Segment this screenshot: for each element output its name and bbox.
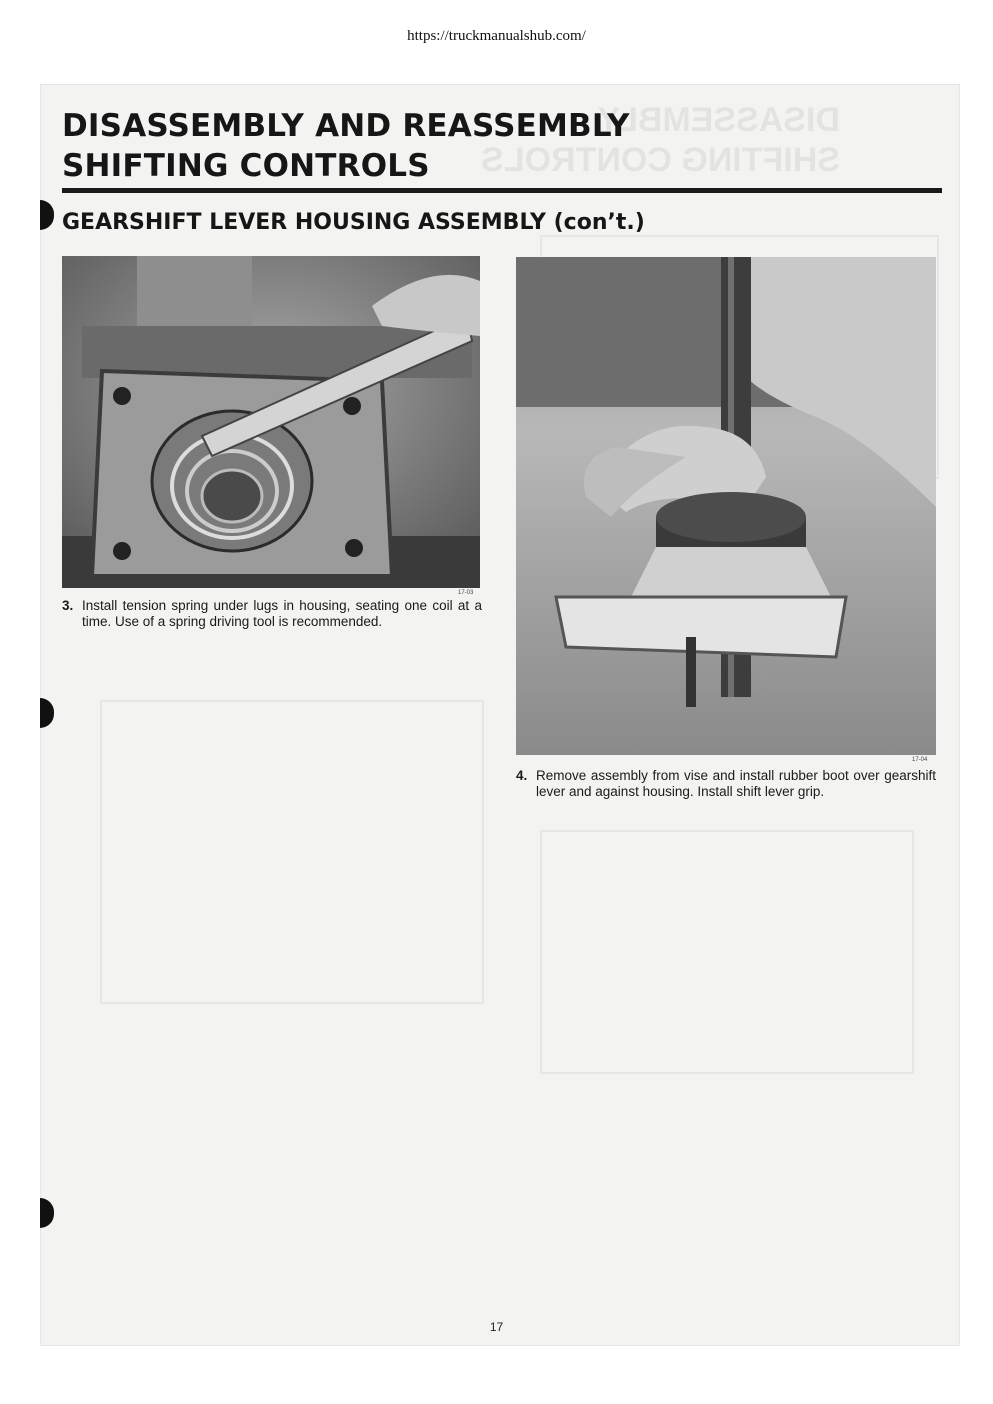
title-line-2: SHIFTING CONTROLS <box>62 148 430 184</box>
figure-caption <box>516 768 936 800</box>
figure-caption <box>62 598 482 630</box>
step-number: 3. <box>62 598 74 613</box>
figure-id-label: 17-04 <box>912 757 928 763</box>
title-rule <box>62 188 942 193</box>
page-number: 17 <box>489 1320 504 1334</box>
caption-text: Remove assembly from vise and install rubber boot over gearshift lever and against housing. Install shift lever grip. <box>536 768 936 799</box>
step-number: 4. <box>516 768 528 783</box>
figure-id-label: 17-03 <box>458 590 474 596</box>
page-title <box>62 106 630 186</box>
title-line-1: DISASSEMBLY AND REASSEMBLY <box>62 108 630 144</box>
photo-tension-spring <box>62 256 480 588</box>
caption-text: Install tension spring under lugs in housing, seating one coil at a time. Use of a spring driving tool is recommended. <box>82 598 482 629</box>
source-url[interactable]: https://truckmanualshub.com/ <box>407 28 586 44</box>
bleed-through-diagram <box>540 830 914 1074</box>
section-heading: GEARSHIFT LEVER HOUSING ASSEMBLY (con’t.) <box>62 210 645 235</box>
photo-rubber-boot <box>516 257 936 755</box>
bleed-through-diagram <box>100 700 484 1004</box>
